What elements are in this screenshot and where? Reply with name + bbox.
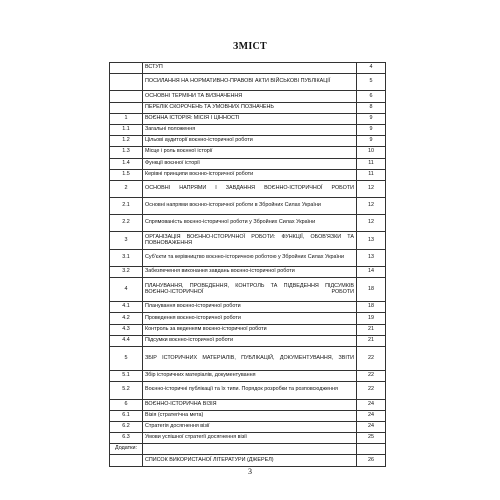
section-number: 6.2: [110, 421, 143, 432]
toc-row: [110, 215, 386, 232]
section-number: [110, 74, 143, 91]
table-of-contents: [109, 62, 386, 467]
section-title: Цільові аудиторії воєнно-історичної роботи: [143, 136, 357, 147]
toc-row: [110, 136, 386, 147]
page-ref: 24: [357, 410, 386, 421]
toc-row: [110, 169, 386, 180]
toc-row: [110, 91, 386, 102]
toc-row: [110, 74, 386, 91]
section-title: Воєнно-історичні публікації та їх типи. Порядок розробки та розповсюдження: [143, 382, 357, 399]
toc-row: [110, 232, 386, 249]
toc-row: [110, 158, 386, 169]
section-title: ОРГАНІЗАЦІЯ ВОЄННО-ІСТОРИЧНОЇ РОБОТИ: ФУНКЦІЇ, ОБОВ'ЯЗКИ ТА ПОВНОВАЖЕННЯ: [143, 232, 357, 249]
page-ref: 21: [357, 324, 386, 335]
page-ref: 13: [357, 232, 386, 249]
toc-row: [110, 63, 386, 74]
page-title: ЗМІСТ: [233, 41, 267, 52]
section-number: 1: [110, 113, 143, 124]
toc-row: [110, 382, 386, 399]
page-ref: 24: [357, 421, 386, 432]
page-ref: 12: [357, 198, 386, 215]
section-title: СПИСОК ВИКОРИСТАНОЇ ЛІТЕРАТУРИ (ДЖЕРЕЛ): [143, 455, 357, 466]
page-ref: 25: [357, 433, 386, 444]
section-number: 5: [110, 346, 143, 370]
section-title: Стратегія досягнення візії: [143, 421, 357, 432]
toc-row: [110, 371, 386, 382]
page-ref: 9: [357, 124, 386, 135]
page-ref: 11: [357, 158, 386, 169]
page-number: 3: [248, 467, 252, 476]
page-ref: 18: [357, 278, 386, 302]
toc-row: [110, 444, 386, 455]
page-ref: 22: [357, 371, 386, 382]
section-title: ОСНОВНІ НАПРЯМИ І ЗАВДАННЯ ВОЄННО-ІСТОРИЧНОЇ РОБОТИ: [143, 180, 357, 197]
page-ref: 14: [357, 266, 386, 277]
section-title: Функції воєнної історії: [143, 158, 357, 169]
toc-row: [110, 147, 386, 158]
toc-row: [110, 455, 386, 466]
page-ref: 13: [357, 249, 386, 266]
toc-row: [110, 313, 386, 324]
section-number: 5.1: [110, 371, 143, 382]
section-title: [143, 444, 357, 455]
toc-row: [110, 324, 386, 335]
section-number: [110, 102, 143, 113]
section-title: Суб'єкти та керівництво воєнно-історичною роботою у Збройних Силах України: [143, 249, 357, 266]
toc-row: [110, 302, 386, 313]
section-title: Проведення воєнно-історичної роботи: [143, 313, 357, 324]
page-ref: 10: [357, 147, 386, 158]
section-title: ПЕРЕЛІК СКОРОЧЕНЬ ТА УМОВНИХ ПОЗНАЧЕНЬ: [143, 102, 357, 113]
toc-row: [110, 346, 386, 370]
section-number: 6: [110, 399, 143, 410]
section-number: [110, 455, 143, 466]
page-ref: 8: [357, 102, 386, 113]
section-title: ЗБІР ІСТОРИЧНИХ МАТЕРІАЛІВ, ПУБЛІКАЦІЙ, ДОКУМЕНТУВАННЯ, ЗВІТИ: [143, 346, 357, 370]
toc-row: [110, 421, 386, 432]
page-ref: 19: [357, 313, 386, 324]
toc-row: [110, 433, 386, 444]
section-title: Основні напрями воєнно-історичної роботи в Збройних Силах України: [143, 198, 357, 215]
toc-row: [110, 399, 386, 410]
page-ref: 12: [357, 215, 386, 232]
section-number: 6.3: [110, 433, 143, 444]
page-ref: 9: [357, 136, 386, 147]
toc-row: [110, 113, 386, 124]
section-title: Загальні положення: [143, 124, 357, 135]
section-number: Додатки:: [110, 444, 143, 455]
section-title: ВСТУП: [143, 63, 357, 74]
section-number: [110, 63, 143, 74]
page-ref: 6: [357, 91, 386, 102]
section-number: 6.1: [110, 410, 143, 421]
section-number: 1.2: [110, 136, 143, 147]
page-ref: [357, 444, 386, 455]
toc-row: [110, 102, 386, 113]
section-number: 1.4: [110, 158, 143, 169]
section-title: Керівні принципи воєнно-історичної роботи: [143, 169, 357, 180]
section-title: ПОСИЛАННЯ НА НОРМАТИВНО-ПРАВОВІ АКТИ ВІЙСЬКОВІ ПУБЛІКАЦІЇ: [143, 74, 357, 91]
page-ref: 18: [357, 302, 386, 313]
section-title: ОСНОВНІ ТЕРМІНИ ТА ВИЗНАЧЕННЯ: [143, 91, 357, 102]
page-ref: 26: [357, 455, 386, 466]
toc-row: [110, 180, 386, 197]
section-number: 1.3: [110, 147, 143, 158]
section-title: Спрямованість воєнно-історичної роботи у Збройних Силах України: [143, 215, 357, 232]
section-number: 4.3: [110, 324, 143, 335]
section-number: 2.2: [110, 215, 143, 232]
section-title: Візія (стратегічна мета): [143, 410, 357, 421]
section-number: 4.2: [110, 313, 143, 324]
section-title: ПЛАНУВАННЯ, ПРОВЕДЕННЯ, КОНТРОЛЬ ТА ПІДВЕДЕННЯ ПІДСУМКІВ ВОЄННО-ІСТОРИЧНОЇ РОБОТИ: [143, 278, 357, 302]
section-title: ВОЄННА ІСТОРІЯ: МІСІЯ І ЦІННОСТІ: [143, 113, 357, 124]
section-number: 4.1: [110, 302, 143, 313]
section-number: 3: [110, 232, 143, 249]
section-number: 4.4: [110, 335, 143, 346]
section-number: 1.1: [110, 124, 143, 135]
section-title: Умови успішної стратегії досягнення візії: [143, 433, 357, 444]
toc-row: [110, 266, 386, 277]
toc-row: [110, 278, 386, 302]
section-number: 4: [110, 278, 143, 302]
section-number: 3.1: [110, 249, 143, 266]
page-ref: 12: [357, 180, 386, 197]
page-ref: 4: [357, 63, 386, 74]
section-number: 2: [110, 180, 143, 197]
section-title: Планування воєнно-історичної роботи: [143, 302, 357, 313]
page-ref: 22: [357, 346, 386, 370]
section-number: [110, 91, 143, 102]
page-ref: 24: [357, 399, 386, 410]
page-ref: 9: [357, 113, 386, 124]
toc-row: [110, 335, 386, 346]
toc-row: [110, 249, 386, 266]
toc-row: [110, 198, 386, 215]
toc-row: [110, 124, 386, 135]
section-title: Контроль за веденням воєнно-історичної роботи: [143, 324, 357, 335]
page-ref: 22: [357, 382, 386, 399]
section-number: 1.5: [110, 169, 143, 180]
toc-body: [110, 63, 386, 467]
page-ref: 21: [357, 335, 386, 346]
section-title: Підсумки воєнно-історичної роботи: [143, 335, 357, 346]
section-title: Місце і роль воєнної історії: [143, 147, 357, 158]
toc-row: [110, 410, 386, 421]
section-title: Забезпечення виконання завдань воєнно-історичної роботи: [143, 266, 357, 277]
section-number: 5.2: [110, 382, 143, 399]
page-ref: 5: [357, 74, 386, 91]
section-title: ВОЄННО-ІСТОРИЧНА ВІЗІЯ: [143, 399, 357, 410]
page-ref: 11: [357, 169, 386, 180]
section-number: 3.2: [110, 266, 143, 277]
section-number: 2.1: [110, 198, 143, 215]
section-title: Збір історичних матеріалів, документування: [143, 371, 357, 382]
